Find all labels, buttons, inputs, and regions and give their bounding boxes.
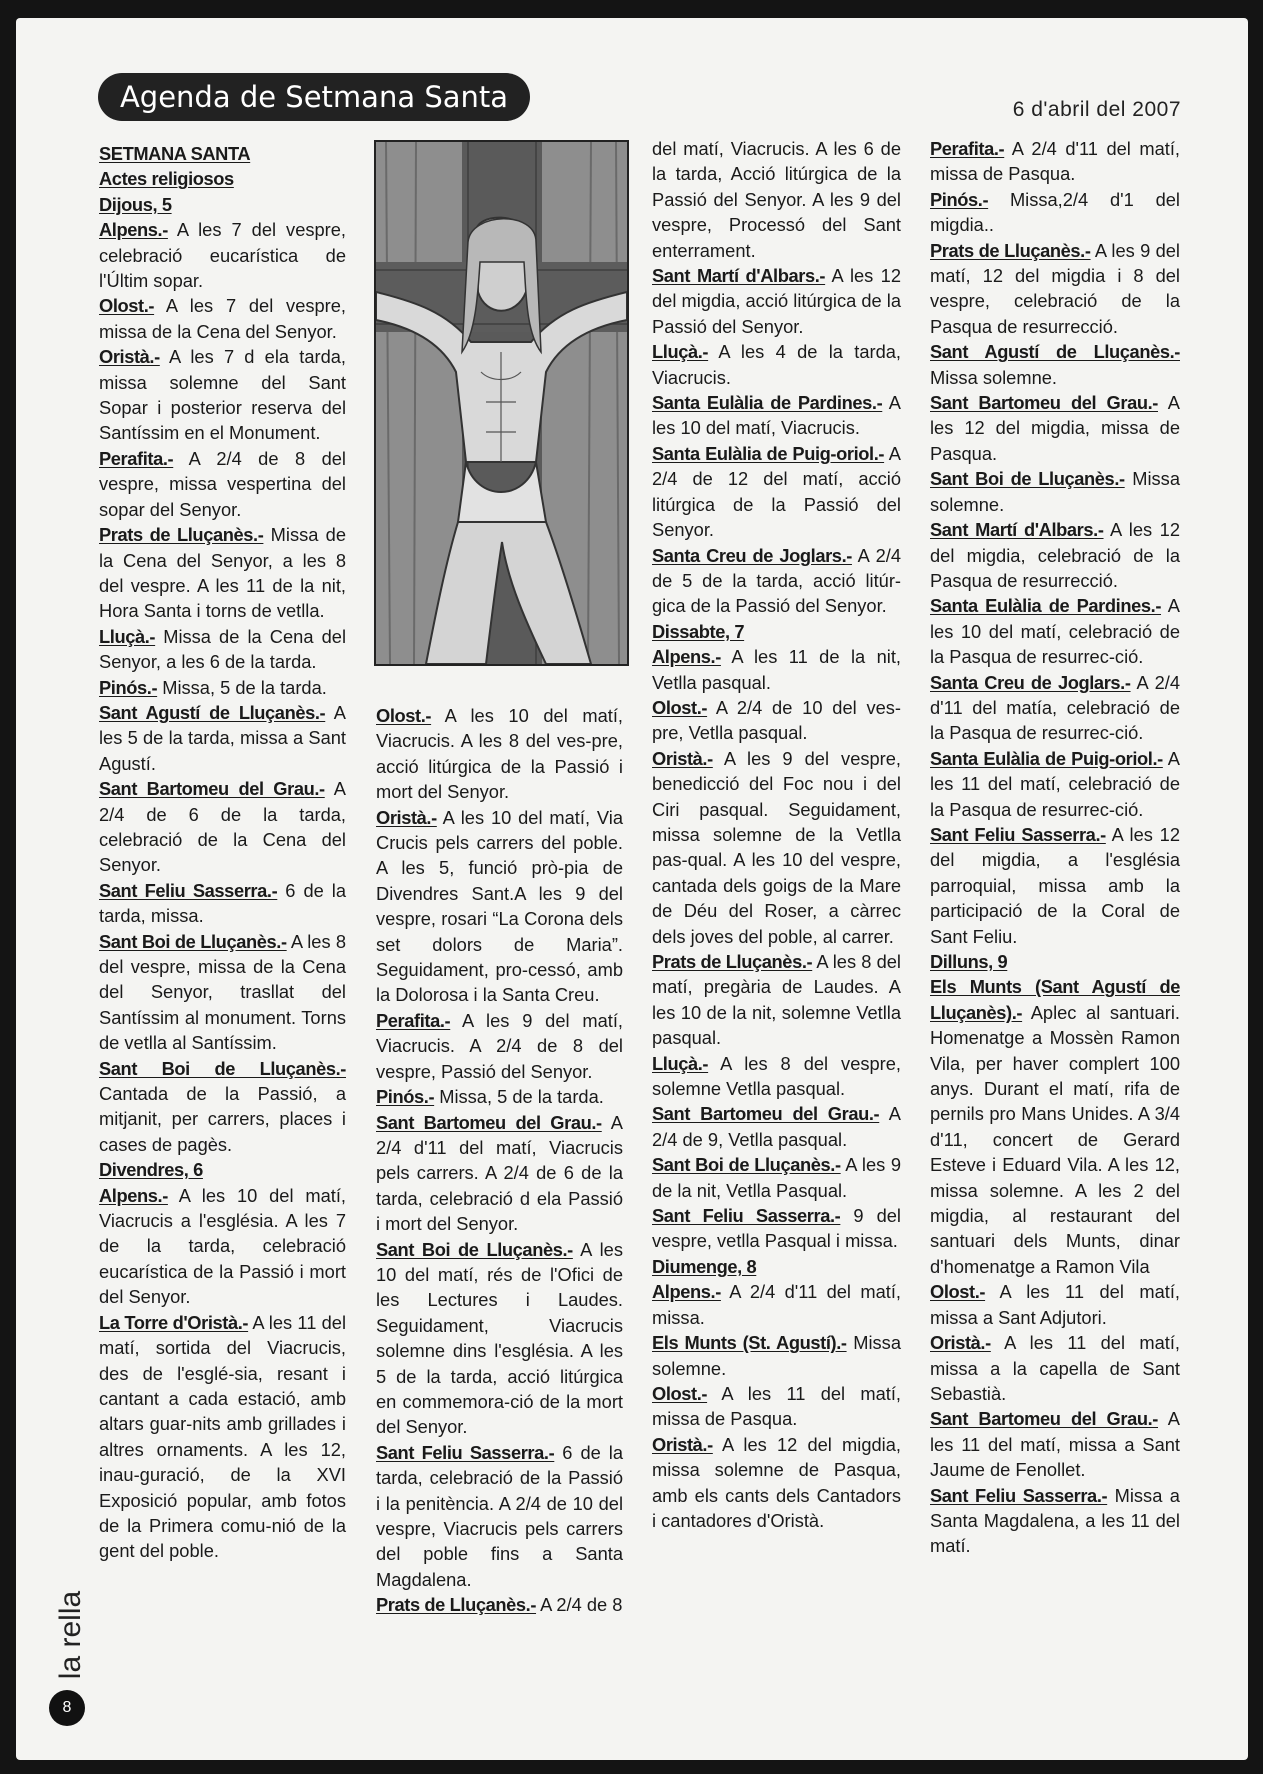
entry-text: A les 11 del matí, sortida del Viacrucis, des de l'esglé-sia, resant i cantant a cada estació, amb altars guar-nits amb grillades i altres ornaments. A les 12, inau-guració, de la XVI Exposició popular, amb fotos de la Primera comu-nió de la gent del poble. [99,1311,346,1562]
agenda-entry [652,1381,901,1432]
agenda-entry [930,136,1180,187]
entry-place: Sant Boi de Lluçanès.- [99,930,287,952]
entry-place: Prats de Lluçanès.- [930,239,1091,261]
agenda-entry [652,695,901,746]
agenda-entry [930,517,1180,593]
entry-place: Sant Martí d'Albars.- [930,519,1104,541]
entry-place: Sant Boi de Lluçanès.- [99,1057,346,1079]
agenda-entry [376,1592,623,1617]
entry-text: Missa de la Cena del Senyor, a les 8 del vespre. A les 11 de la nit, Hora Santa i torns de vetlla. [99,524,346,622]
agenda-entry [652,543,901,619]
agenda-entry [930,466,1180,517]
agenda-entry [930,593,1180,669]
entry-place: Alpens.- [99,1184,168,1206]
entry-place: Sant Feliu Sasserra.- [930,823,1106,845]
entry-text: A les 5 de la tarda, missa a Sant Agustí. [99,701,346,774]
entry-text: A les 9 de la nit, Vetlla Pasqual. [652,1154,901,1201]
agenda-entry [652,1432,901,1534]
entry-text: A les 7 d ela tarda, missa solemne del Sant Sopar i posterior reserva del Santíssim en el Monument. [99,346,346,444]
agenda-entry [99,700,346,776]
agenda-column-2 [376,703,623,1618]
agenda-entry [376,1440,623,1592]
entry-text: A les 11 del matí, missa de Pasqua. [652,1382,901,1430]
entry-text: A les 12 del migdia, missa de Pasqua. [930,392,1180,464]
agenda-entry [930,238,1180,340]
entry-text: Missa de la Cena del Senyor, a les 6 de la tarda. [99,625,346,673]
entry-place: Santa Eulàlia de Puig-oriol.- [930,747,1163,769]
entry-place: Oristà.- [99,346,160,368]
entry-place: Prats de Lluçanès.- [652,951,813,972]
entry-place: Olost.- [652,1382,708,1404]
entry-text: A les 9 del vespre, benedicció del Foc nou i del Ciri pasqual. Seguidament, missa solemne de la Vetlla pas-qual. A les 10 del vespre, cantada dels goigs de la Mare de Déu del Roser, a càrrec dels joves del poble, al carrer. [652,747,901,947]
agenda-entry [99,217,346,293]
entry-place: Sant Bartomeu del Grau.- [930,1408,1158,1430]
entry-place: Els Munts (Sant Agustí de Lluçanès).- [930,976,1180,1023]
agenda-entry [652,441,901,543]
entry-place: Santa Eulàlia de Pardines.- [652,392,883,414]
heading-text: Dissabte, 7 [652,620,745,642]
entry-place: Oristà.- [930,1332,991,1354]
agenda-column-1 [99,141,346,1564]
entry-text: Missa, 5 de la tarda. [434,1086,604,1108]
entry-place: Olost.- [652,696,708,718]
entry-place: Sant Agustí de Lluçanès.- [99,701,326,723]
agenda-entry [930,1406,1180,1482]
entry-place: Perafita.- [99,447,174,469]
entry-place: Olost.- [99,295,155,317]
entry-place: Sant Bartomeu del Grau.- [652,1103,880,1125]
entry-text: A les 7 del vespre, celebració eucarística de l'Últim sopar. [99,219,346,292]
entry-text: A les 10 del matí, rés de l'Ofici de les Lectures i Laudes. Seguidament, Viacrucis solemne dins l'església. A les 5 de la tarda, acció litúrgica en commemora-ció de la mort del Senyor. [376,1238,623,1438]
entry-place: Sant Bartomeu del Grau.- [376,1111,602,1133]
entry-text: A 2/4 de 8 [536,1594,623,1616]
entry-place: Sant Bartomeu del Grau.- [930,392,1158,414]
agenda-entry [99,1056,346,1158]
entry-text: Missa,2/4 d'1 del migdia.. [930,188,1180,236]
entry-place: Sant Feliu Sasserra.- [99,879,278,901]
entry-text: A les 11 de la nit, Vetlla pasqual. [652,646,901,693]
entry-place: Oristà.- [376,806,437,828]
entry-text: Missa solemne. [652,1332,901,1379]
agenda-day-heading [99,1157,346,1182]
entry-text: A les 11 del matí, missa a Sant Jaume de Fenollet. [930,1408,1180,1481]
agenda-entry [652,746,901,949]
agenda-entry [652,1279,901,1330]
entry-text: A les 11 del matí, celebració de la Pasqua de resurrec-ció. [930,747,1181,820]
agenda-entry [652,339,901,390]
entry-text: Missa solemne. [930,468,1180,515]
entry-text: A les 8 del vespre, solemne Vetlla pasqual. [652,1052,901,1100]
entry-place: Sant Feliu Sasserra.- [652,1205,841,1227]
magazine-name [54,1572,87,1690]
agenda-day-heading [930,949,1180,974]
entry-place: Sant Boi de Lluçanès.- [652,1154,841,1176]
agenda-entry [99,293,346,344]
entry-place: La Torre d'Oristà.- [99,1311,249,1333]
entry-text: Cantada de la Passió, a mitjanit, per carrers, places i cases de pagès. [99,1083,346,1155]
agenda-day-heading [99,192,346,217]
agenda-entry [99,344,346,446]
entry-text: A 2/4 de 12 del matí, acció litúrgica de la Passió del Senyor. [652,442,902,541]
entry-text: A les 11 del matí, missa a la capella de Sant Sebastià. [930,1332,1180,1404]
entry-place: Oristà.- [652,747,713,769]
agenda-entry [652,390,901,441]
agenda-entry [930,1279,1180,1330]
agenda-entry [99,776,346,878]
agenda-entry [376,805,623,1008]
entry-place: Santa Eulàlia de Puig-oriol.- [652,442,885,464]
entry-place: Prats de Lluçanès.- [376,1594,537,1616]
agenda-entry [376,1084,623,1109]
entry-text: 6 de la tarda, missa. [99,879,347,927]
agenda-entry [930,1483,1180,1559]
entry-place: Perafita.- [376,1009,451,1031]
entry-text: A 2/4 d'11 del matía, celebració de la Pasqua de resurrec-ció. [930,671,1180,744]
crucifix-illustration-icon [374,140,629,666]
entry-place: Sant Feliu Sasserra.- [376,1441,555,1463]
entry-text: A les 12 del migdia, celebració de la Pasqua de resurrecció. [930,519,1180,591]
entry-place: Lluçà.- [652,341,709,363]
agenda-entry [99,878,346,929]
entry-text: A les 9 del matí, Viacrucis. A 2/4 de 8 del vespre, Passió del Senyor. [376,1009,623,1082]
entry-place: Sant Boi de Lluçanès.- [930,468,1125,490]
agenda-entry [652,1330,901,1381]
entry-place: Sant Boi de Lluçanès.- [376,1238,573,1260]
entry-text: A les 11 del matí, missa a Sant Adjutori. [930,1281,1180,1328]
entry-text: A les 8 del vespre, missa de la Cena del Senyor, trasllat del Santíssim al monument. Torns de vetlla al Santíssim. [99,930,346,1054]
entry-text: A 2/4 de 10 del ves-pre, Vetlla pasqual. [652,696,901,744]
entry-place: Lluçà.- [99,625,156,647]
entry-text: A 2/4 d'11 del matí, missa de Pasqua. [930,138,1180,185]
agenda-entry [930,670,1180,746]
section-title: Agenda de Setmana Santa [98,73,530,121]
entry-place: Perafita.- [930,138,1005,159]
agenda-day-heading [99,141,346,166]
issue-date: 6 d'abril del 2007 [1012,98,1181,121]
entry-text: Missa, 5 de la tarda. [157,676,327,698]
entry-place: Santa Eulàlia de Pardines.- [930,595,1162,617]
agenda-entry [376,1237,623,1440]
entry-text: A 2/4 de 9, Vetlla pasqual. [652,1103,901,1150]
entry-text: A 2/4 de 5 de la tarda, acció litúr-gica de la Passió del Senyor. [652,544,901,617]
entry-place: Prats de Lluçanès.- [99,524,264,546]
entry-text: A les 7 del vespre, missa de la Cena del Senyor. [99,295,346,342]
agenda-entry [930,187,1180,238]
agenda-entry [99,624,346,675]
agenda-entry [652,1101,901,1152]
agenda-day-heading [652,1254,901,1279]
entry-place: Pinós.- [930,188,989,210]
heading-text: Dilluns, 9 [930,951,1008,972]
entry-place: Alpens.- [99,219,168,241]
agenda-entry [99,522,346,624]
entry-place: Pinós.- [99,676,158,698]
heading-text: Actes religiosos [99,168,234,190]
agenda-entry [99,1310,346,1564]
entry-place: Alpens.- [652,646,721,668]
entry-text: A les 10 del matí, Via Crucis pels carrers del poble. A les 5, funció prò-pia de Divendres Sant.A les 9 del vespre, rosari “La Corona dels set dolors de Maria”. Seguidament, pro-cessó, amb la Dolorosa i la Santa Creu. [376,806,623,1006]
agenda-entry [652,136,901,263]
agenda-column-4 [930,136,1180,1559]
entry-place: Els Munts (St. Agustí).- [652,1332,847,1354]
heading-text: Divendres, 6 [99,1159,203,1181]
heading-text: SETMANA SANTA [99,143,251,164]
entry-place: Pinós.- [376,1086,435,1108]
entry-place: Oristà.- [652,1433,713,1455]
entry-place: Sant Martí d'Albars.- [652,265,826,287]
entry-text: 6 de la tarda, celebració de la Passió i la penitència. A 2/4 de 10 del vespre, Viacrucis pels carrers del poble fins a Santa Magdalena. [376,1441,624,1590]
agenda-entry [930,390,1180,466]
agenda-entry [99,1183,346,1310]
agenda-entry [99,675,346,700]
entry-text: A les 9 del matí, 12 del migdia i 8 del vespre, celebració de la Pasqua de resurrecció. [930,239,1180,337]
agenda-entry [930,339,1180,390]
entry-text: 9 del vespre, vetlla Pasqual i missa. [652,1205,901,1252]
agenda-column-3 [652,136,901,1533]
entry-place: Sant Agustí de Lluçanès.- [930,341,1180,363]
entry-text: Aplec al santuari. Homenatge a Mossèn Ramon Vila, per haver complert 100 anys. Durant el matí, rifa de pernils pro Mans Unides. A 3/4 d'11, concert de Gerard Esteve i Eduard Vila. A les 12, missa solemne. A les 2 del migdia, al restaurant del santuari dels Munts, dinar d'homenatge a Ramon Vila [930,1001,1180,1277]
entry-text: A les 12 del migdia, missa solemne de Pasqua, amb els cants dels Cantadors i cantadores d'Oristà. [652,1433,901,1531]
entry-place: Alpens.- [652,1281,721,1303]
entry-place: Sant Bartomeu del Grau.- [99,778,325,800]
agenda-day-heading [99,166,346,191]
agenda-entry [99,929,346,1056]
agenda-entry [376,1008,623,1084]
entry-text: Missa a Santa Magdalena, a les 11 del matí. [930,1484,1180,1557]
entry-text: A les 10 del matí, Viacrucis a l'església. A les 7 de la tarda, celebració eucarística de la Passió i mort del Senyor. [99,1184,346,1308]
agenda-entry [376,703,623,805]
entry-text: A 2/4 d'11 del matí, Viacrucis pels carrers. A 2/4 de 6 de la tarda, celebració d ela Passió i mort del Senyor. [376,1111,623,1235]
entry-text: A 2/4 de 6 de la tarda, celebració de la Cena del Senyor. [99,778,346,876]
agenda-entry [930,746,1180,822]
heading-text: Dijous, 5 [99,193,172,215]
agenda-entry [930,974,1180,1279]
heading-text: Diumenge, 8 [652,1255,757,1277]
entry-text: A les 10 del matí, Viacrucis. A les 8 del ves-pre, acció litúrgica de la Passió i mort del Senyor. [376,705,623,803]
entry-text: A 2/4 de 8 del vespre, missa vespertina del sopar del Senyor. [99,447,346,520]
entry-place: Santa Creu de Joglars.- [930,671,1131,693]
agenda-entry [930,822,1180,949]
entry-text: Missa solemne. [930,366,1057,388]
agenda-entry [930,1330,1180,1406]
entry-place: Olost.- [930,1281,986,1303]
entry-text: A les 8 del matí, pregària de Laudes. A les 10 de la nit, solemne Vetlla pasqual. [652,951,901,1049]
agenda-day-heading [652,619,901,644]
entry-text: A les 10 del matí, Viacrucis. [652,392,901,439]
entry-place: Sant Feliu Sasserra.- [930,1484,1108,1506]
agenda-entry [652,1152,901,1203]
entry-text: A les 10 del matí, celebració de la Pasqua de resurrec-ció. [930,595,1180,668]
entry-text: A les 4 de la tarda, Viacrucis. [652,341,901,388]
entry-place: Lluçà.- [652,1052,709,1074]
agenda-entry [652,644,901,695]
entry-place: Santa Creu de Joglars.- [652,544,852,566]
agenda-entry [99,446,346,522]
agenda-entry [652,1203,901,1254]
agenda-entry [652,1051,901,1102]
entry-place: Olost.- [376,705,432,726]
agenda-entry [376,1110,623,1237]
entry-text: A les 12 del migdia, acció litúrgica de la Passió del Senyor. [652,265,901,337]
agenda-entry [652,263,901,339]
agenda-entry [652,949,901,1051]
entry-text: A les 12 del migdia, a l'església parroquial, missa amb la participació de la Coral de Sant Feliu. [930,823,1180,947]
entry-text: del matí, Viacrucis. A les 6 de la tarda, Acció litúrgica de la Passió del Senyor. A les 9 del vespre, Processó del Sant enterrament. [652,138,901,261]
entry-text: A 2/4 d'11 del matí, missa. [652,1281,901,1328]
page-number: 8 [49,1690,85,1726]
magazine-name-text: la rella [54,1590,87,1680]
